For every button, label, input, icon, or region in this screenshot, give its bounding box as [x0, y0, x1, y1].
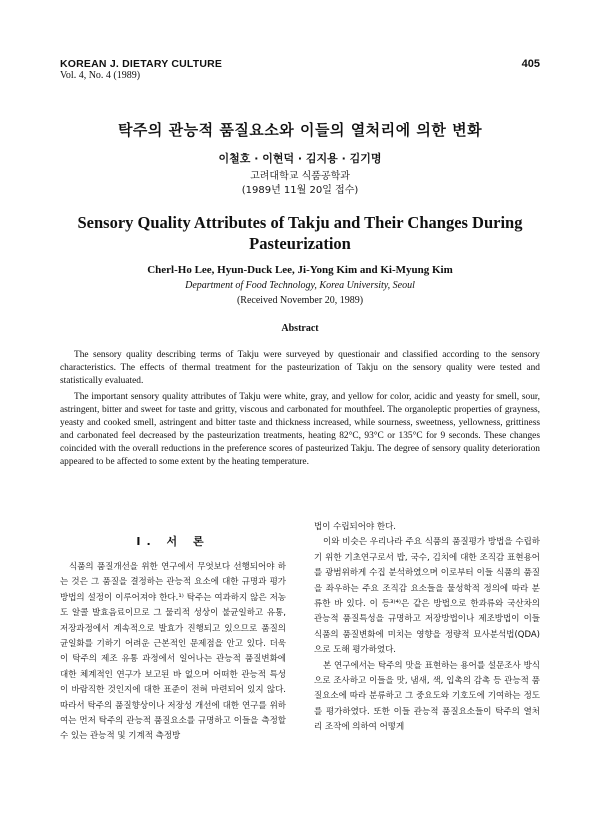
section-heading: I. 서 론	[136, 535, 210, 548]
page-number: 405	[521, 58, 540, 70]
left-column	[60, 533, 286, 745]
english-affiliation: Department of Food Technology, Korea University, Seoul	[185, 280, 415, 291]
right-column	[314, 520, 540, 736]
english-received-date: (Received November 20, 1989)	[236, 295, 364, 306]
english-authors: Cherl-Ho Lee, Hyun-Duck Lee, Ji-Yong Kim and Ki-Myung Kim	[147, 264, 453, 276]
body-paragraph: 법이 수립되어야 한다.	[314, 522, 397, 532]
abstract-heading: Abstract	[281, 323, 319, 334]
abstract-paragraph: The sensory quality describing terms of Takju were surveyed by questionair and classified according to the sensory characteristics. The effects of thermal treatment for the pasteurization of Takju on the sensory quality were tested and statistically evaluated.	[60, 350, 540, 386]
korean-authors: 이철호 · 이현덕 · 김지용 · 김기명	[218, 152, 382, 165]
body-paragraph: 본 연구에서는 탁주의 맛을 표현하는 용어를 설문조사 방식으로 조사하고 이들을 맛, 냄새, 색, 입촉의 감촉 등 관능적 품질요소에 따라 분류하고 그 중요도와 기호도에 기여하는 정도를 평가하였다. 또한 이들 관능적 품질요소들이 탁주의 열처리 조작에 의하여 어떻게	[314, 660, 540, 733]
abstract-body	[60, 349, 540, 469]
korean-received-date: (1989년 11월 20일 접수)	[241, 185, 359, 196]
journal-header	[60, 58, 222, 82]
journal-volume: Vol. 4, No. 4 (1989)	[60, 70, 141, 81]
body-paragraph: 식품의 품질개선을 위한 연구에서 무엇보다 선행되어야 하는 것은 그 품질을 결정하는 관능적 요소에 대한 규명과 평가방법의 설정이 이루어져야 한다.¹⁾ 탁주는 여과하지 않은 저농도 알콜 발효음료이므로 그 물리적 성상이 불균일하고 유통, 저장과정에서 계속적으로 발효가 진행되고 있으므로 품질의 균일화를 기하기 어려운 근본적인 문제점을 안고 있다. 더욱이 탁주의 제조 유통 과정에서 일어나는 관능적 품질변화에 대한 체계적인 연구가 보고된 바 없으며 어떠한 관능적 특성이 바람직한 것인지에 대한 표준이 전혀 마련되어 있지 않다. 따라서 탁주의 품질향상이나 저장성 개선에 대한 연구를 위하여는 먼저 탁주의 관능적 품질요소를 규명하고 이들을 측정할 수 있는 관능적 및 기계적 측정방	[60, 562, 286, 742]
korean-title: 탁주의 관능적 품질요소와 이들의 열처리에 의한 변화	[117, 121, 483, 139]
body-paragraph: 이와 비슷은 우리나라 주요 식품의 품질평가 방법을 수립하기 위한 기초연구로서 밥, 국수, 김치에 대한 조직감 표현용어를 광범위하게 수집 분석하였으며 이로부터 이들 식품의 품질을 좌우하는 주요 조직감 요소들을 물성학적 정의에 따라 분류한 바 있다. 이 등³⁾⁴⁾은 같은 방법으로 한과류와 국산차의 관능적 품질특성을 규명하고 저장방법이나 제조방법이 이들 식품의 품질변화에 미치는 영향을 정량적 묘사분석법(QDA)으로 도해 평가하였다.	[314, 537, 540, 656]
korean-affiliation: 고려대학교 식품공학과	[250, 171, 350, 182]
english-title: Sensory Quality Attributes of Takju and Their Changes During Pasteurization	[77, 213, 523, 253]
journal-name: KOREAN J. DIETARY CULTURE	[60, 58, 223, 70]
abstract-paragraph: The important sensory quality attributes of Takju were white, gray, and yellow for color, acidic and yeasty for smell, sour, astringent, bitter and sweet for taste and gritty, viscous and carbonated for mouthfeel. The organoleptic properties of grayness, yeasty and cooked smell, astringent and bitter taste and thickness increased, while sourness, sweetness, yellowness, grittiness and carbonated feel decreased by the pasteurization treatments, heating 82°C, 93°C or 135°C for 9 seconds. These changes coincided with the overall reductions in the preference scores of pasteurized Takju. The degree of sensory quality deterioration appeared to be affected to some extent by the heating temperature.	[60, 392, 540, 467]
